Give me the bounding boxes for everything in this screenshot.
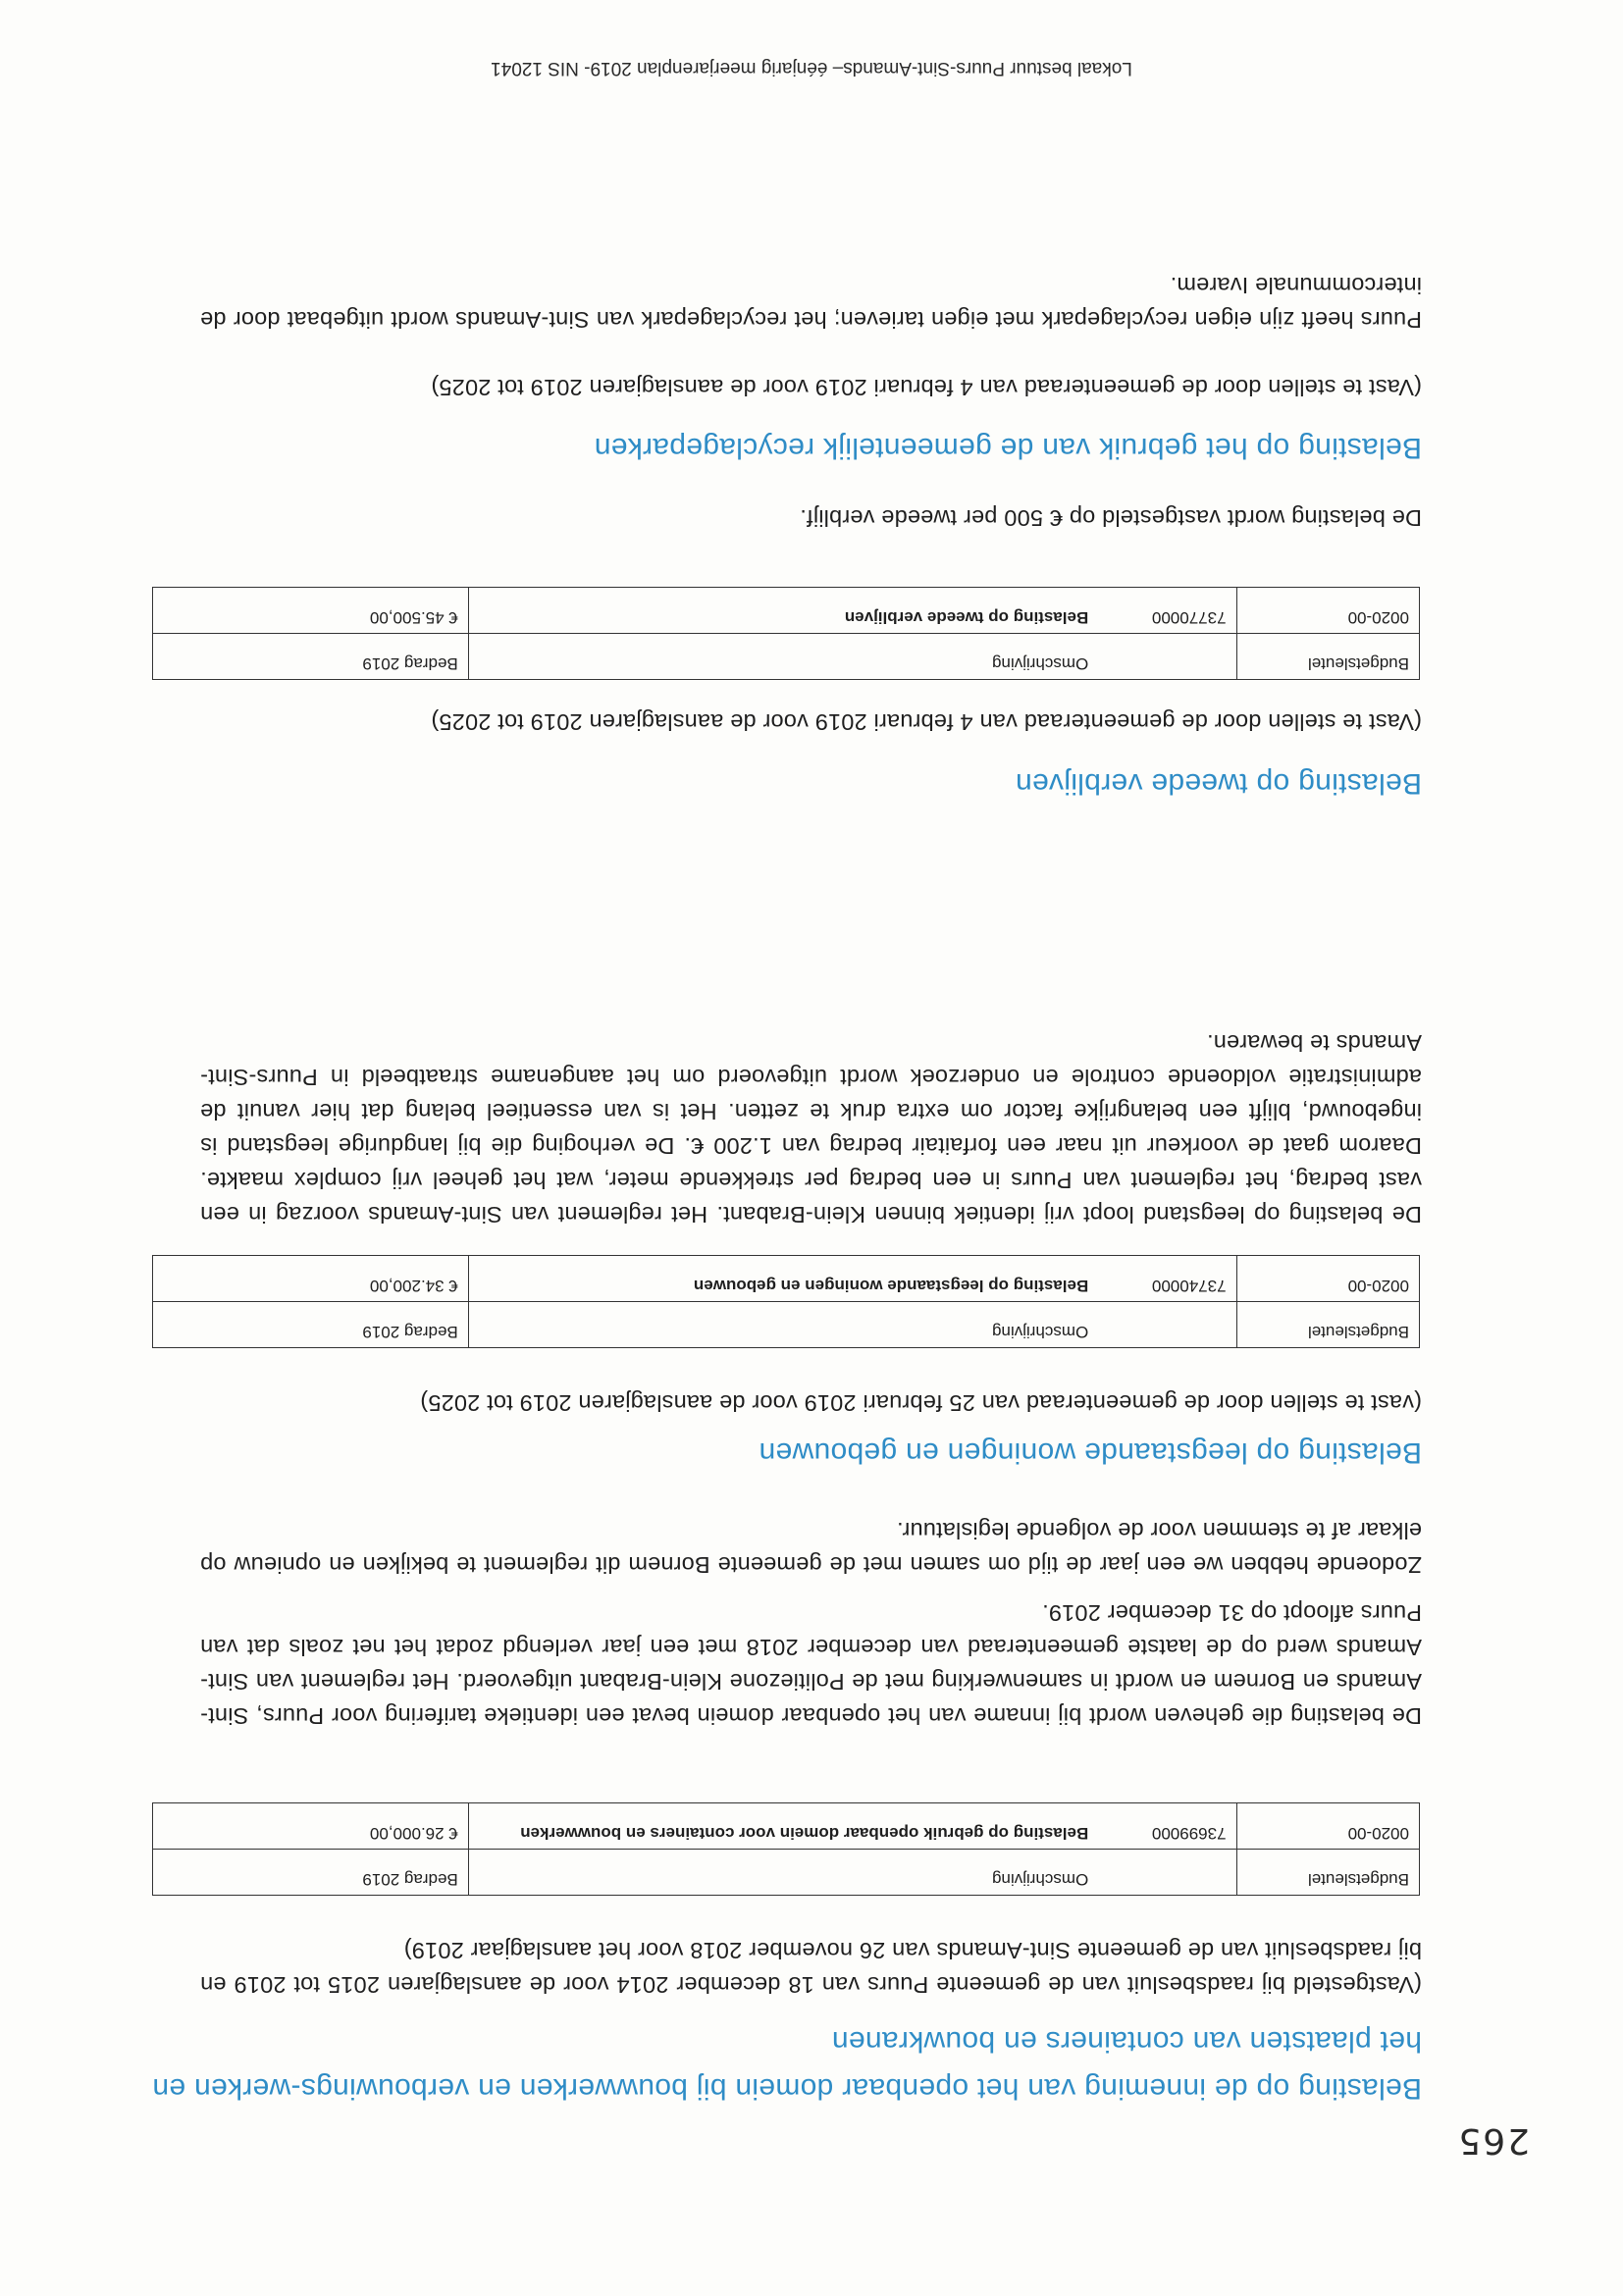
- budget-table-leegstand: [152, 1255, 1420, 1348]
- cell-budgetsleutel: 0020-00: [1236, 588, 1419, 634]
- paragraph-openbaar-domein-2: Zodoende hebben we een jaar de tijd om samen met de gemeente Bornem dit reglement te bekijken en opnieuw op elkaar af te stemmen voor de volgende legislatuur.: [200, 1518, 1422, 1578]
- paragraph-leegstand: De belasting op leegstand loopt vrij identiek binnen Klein-Brabant. Het reglement van Sint-Amands voorzag in een vast bedrag, het reglement van Puurs in een bedrag per strekkende meter, wat het geheel vrij complex maakte. Daarom gaat de voorkeur uit naar een forfaitair bedrag van 1.200 €. De verhoging die bij langdurige leegstand is ingebouwd, blijft een belangrijke factor om extra druk te zetten. Het is van essentieel belang dat hier vanuit de administratie voldoende controle en onderzoek wordt uitgevoerd om het aangename straatbeeld in Puurs-Sint-Amands te bewaren.: [200, 1030, 1422, 1227]
- section-title-recyclageparken: Belasting op het gebruik van de gemeentelijk recyclageparken: [594, 432, 1422, 464]
- cell-budgetsleutel: 0020-00: [1236, 1256, 1419, 1302]
- header-bedrag: Bedrag 2019: [153, 1302, 469, 1348]
- section-title-tweede-verblijven: Belasting op tweede verblijven: [1015, 767, 1422, 800]
- cell-bedrag: € 26.000,00: [153, 1803, 469, 1850]
- cell-bedrag: € 34.200,00: [153, 1256, 469, 1302]
- section-title-openbaar-domein: Belasting op de inneming van het openbaar domein bij bouwwerken en verbouwings-werken en het plaatsten van containers en bouwkranen: [152, 2025, 1422, 2105]
- cell-omschrijving: Belasting op leegstaande woningen en gebouwen: [468, 1256, 1098, 1302]
- cell-budgetsleutel: 0020-00: [1236, 1803, 1419, 1850]
- header-omschrijving: Omschrijving: [468, 1302, 1098, 1348]
- cell-code: 73699000: [1098, 1803, 1236, 1850]
- header-bedrag: Bedrag 2019: [153, 1850, 469, 1896]
- cell-omschrijving: Belasting op tweede verblijven: [468, 588, 1098, 634]
- budget-table-tweede-verblijven: [152, 587, 1420, 680]
- header-omschrijving: Omschrijving: [468, 1850, 1098, 1896]
- cell-bedrag: € 45.500,00: [153, 588, 469, 634]
- header-bedrag: Bedrag 2019: [153, 634, 469, 680]
- section-intro-leegstand: (vast te stellen door de gemeenteraad van 25 februari 2019 voor de aanslagjaren 2019 tot 2025): [420, 1390, 1422, 1416]
- section-intro-recyclageparken: (Vast te stellen door de gemeenteraad van 4 februari 2019 voor de aanslagjaren 2019 tot 2025): [431, 375, 1422, 400]
- cell-omschrijving: Belasting op gebruik openbaar domein voor containers en bouwwerken: [468, 1803, 1098, 1850]
- header-budgetsleutel: Budgetsleutel: [1236, 1302, 1419, 1348]
- paragraph-recyclageparken: Puurs heeft zijn eigen recyclagepark met eigen tarieven; het recyclagepark van Sint-Amands wordt uitgebaat door de intercommunale Ivarem.: [200, 273, 1422, 333]
- header-omschrijving: Omschrijving: [468, 634, 1098, 680]
- page-footer: Lokaal bestuur Puurs-Sint-Amands– éénjarig meerjarenplan 2019- NIS 12041: [491, 58, 1132, 78]
- budget-table-openbaar-domein: [152, 1802, 1420, 1896]
- page-number: 265: [1456, 2120, 1530, 2161]
- cell-code: 73740000: [1098, 1256, 1236, 1302]
- cell-code: 73770000: [1098, 588, 1236, 634]
- section-intro-tweede-verblijven: (Vast te stellen door de gemeenteraad van 4 februari 2019 voor de aanslagjaren 2019 tot 2025): [431, 709, 1422, 735]
- section-title-leegstand: Belasting op leegstaande woningen en gebouwen: [759, 1436, 1422, 1469]
- section-intro-openbaar-domein: (Vastgesteld bij raadsbesluit van de gemeente Puurs van 18 december 2014 voor de aanslagjaren 2015 tot 2019 en bij raadsbesluit van de gemeente Sint-Amands van 26 november 2018 voor het aanslagjaar 2019): [200, 1938, 1422, 1998]
- header-budgetsleutel: Budgetsleutel: [1236, 634, 1419, 680]
- paragraph-tweede-verblijven: De belasting wordt vastgesteld op € 500 per tweede verblijf.: [800, 505, 1422, 531]
- paragraph-openbaar-domein-1: De belasting die geheven wordt bij inname van het openbaar domein bevat een identieke tarifering voor Puurs, Sint-Amands en Bornem en wordt in samenwerking met de Politiezone Klein-Brabant uitgevoerd. Het reglement van Sint-Amands werd op de laatste gemeenteraad van december 2018 met een jaar verlengd zodat het net zoals dat van Puurs afloopt op 31 december 2019.: [200, 1600, 1422, 1729]
- header-budgetsleutel: Budgetsleutel: [1236, 1850, 1419, 1896]
